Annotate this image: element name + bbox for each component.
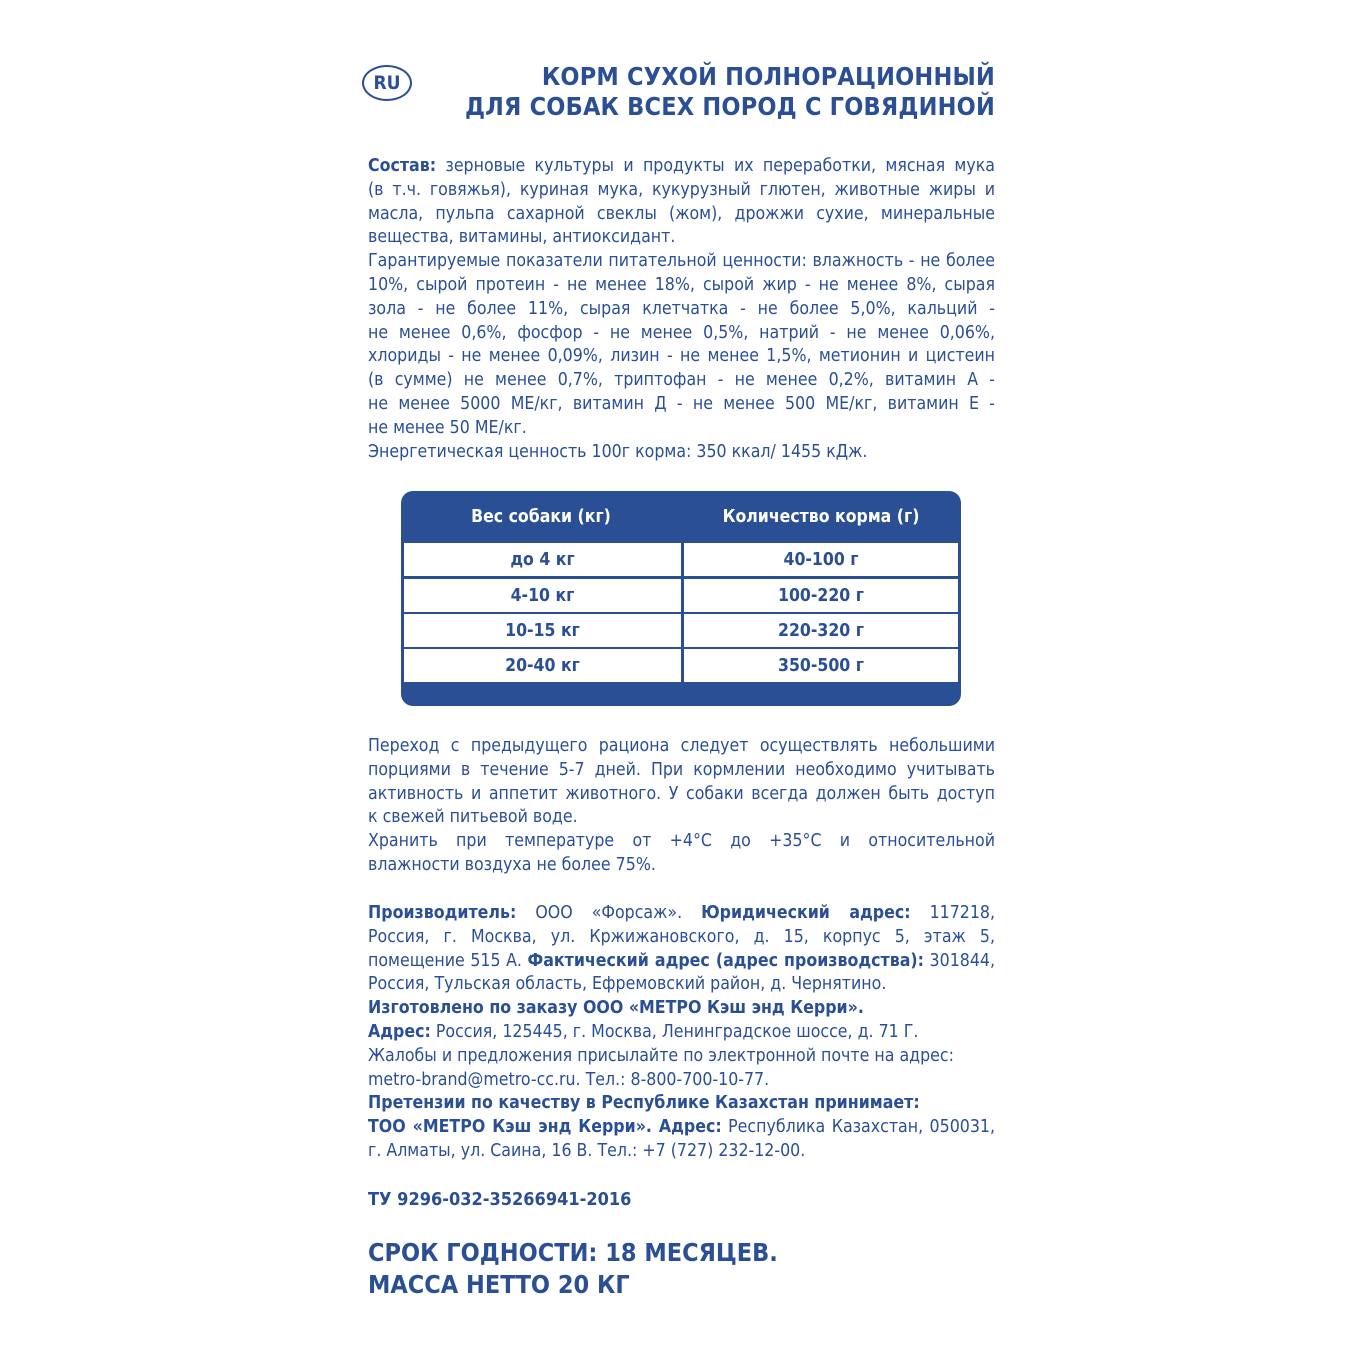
table-cell: 4-10 кг bbox=[404, 579, 681, 612]
title-line-2: ДЛЯ СОБАК ВСЕХ ПОРОД С ГОВЯДИНОЙ bbox=[464, 92, 995, 121]
storage-text: Хранить при температуре от +4°С до +35°С и относительной bbox=[368, 831, 995, 852]
composition-label: Состав: bbox=[368, 156, 437, 176]
table-cell: 350-500 г bbox=[684, 649, 958, 682]
energy-value: Энергетическая ценность 100г корма: 350 ккал/ 1455 кДж. bbox=[368, 441, 868, 462]
tu-code: ТУ 9296-032-35266941-2016 bbox=[368, 1189, 632, 1210]
product-title bbox=[450, 62, 995, 122]
language-badge: RU bbox=[362, 65, 412, 101]
feeding-table bbox=[401, 491, 961, 706]
shelf-life: СРОК ГОДНОСТИ: 18 МЕСЯЦЕВ. bbox=[368, 1238, 778, 1267]
table-cell: 40-100 г bbox=[684, 543, 958, 576]
composition-block bbox=[368, 155, 995, 464]
shelf-info bbox=[368, 1237, 995, 1301]
header-weight: Вес собаки (кг) bbox=[471, 507, 611, 527]
table-header bbox=[401, 491, 961, 543]
contact-email: metro-brand@metro-cc.ru. Тел.: 8-800-700-10-77. bbox=[368, 1069, 770, 1090]
table-cell: 20-40 кг bbox=[404, 649, 681, 682]
composition-text: Состав: зерновые культуры и продукты их переработки, мясная мука (в т.ч. говяжья), куриная мука, кукурузный глютен, животные жиры и масла, пульпа сахарной свеклы (жом), дрожжи сухие, минеральные вещества, витамины, антиоксидант. Гарантируемые показатели питательной ценности: влажность - не более 10%, сырой протеин - не менее 18%, сырой жир - не менее 8%, сырая зола - не более 11%, сырая клетчатка - не более 5,0%, кальций - не менее 0,6%, фосфор - не менее 0,5%, натрий - не менее 0,06%, хлориды - не менее 0,09%, лизин - не менее 1,5%, метионин и цистеин (в сумме) не менее 0,7%, триптофан - не менее 0,2%, витамин А - не менее 5000 МЕ/кг, витамин Д - не менее 500 МЕ/кг, витамин Е - не менее 50 МЕ/кг. Энергетическая ценность 100г корма: 350 ккал/ 1455 кДж. bbox=[368, 155, 995, 464]
feeding-instructions: Переход с предыдущего рациона следует осуществлять небольшими порциями в течение 5-7 дней. При кормлении необходимо учитывать активность и аппетит животного. У собаки всегда должен быть доступ к свежей питьевой воде. Хранить при температуре от +4°С до +35°С и относительной влажности воздуха не более 75%. bbox=[368, 736, 995, 875]
table-row bbox=[404, 614, 958, 647]
table-row bbox=[404, 543, 958, 576]
title-line-1: КОРМ СУХОЙ ПОЛНОРАЦИОННЫЙ bbox=[541, 62, 995, 91]
table-cell: до 4 кг bbox=[404, 543, 681, 576]
net-weight: МАССА НЕТТО 20 КГ bbox=[368, 1270, 630, 1299]
table-row bbox=[404, 579, 958, 612]
table-cell: 100-220 г bbox=[684, 579, 958, 612]
table-cell: 10-15 кг bbox=[404, 614, 681, 647]
producer-block: Производитель: ООО «Форсаж». Юридический адрес: 117218, Россия, г. Москва, ул. Кржижановского, д. 15, корпус 5, этаж 5, помещение 515 А. Фактический адрес (адрес производства): 301844, Россия, Тульская область, Ефремовский район, д. Чернятино. Изготовлено по заказу ООО «МЕТРО Кэш энд Керри». Адрес: Россия, 125445, г. Москва, Ленинградское шоссе, д. 71 Г. Жалобы и предложения присылайте по электронной почте на адрес: metro-brand@metro-cc.ru. Тел.: 8-800-700-10-77. Претензии по качеству в Республике Казахстан принимает: ТОО «МЕТРО Кэш энд Керри». Адрес: Республика Казахстан, 050031, г. Алматы, ул. Саина, 16 В. Тел.: +7 (727) 232-12-00. bbox=[368, 903, 996, 1161]
header-amount: Количество корма (г) bbox=[722, 507, 920, 527]
table-cell: 220-320 г bbox=[684, 614, 958, 647]
table-row bbox=[404, 649, 958, 682]
